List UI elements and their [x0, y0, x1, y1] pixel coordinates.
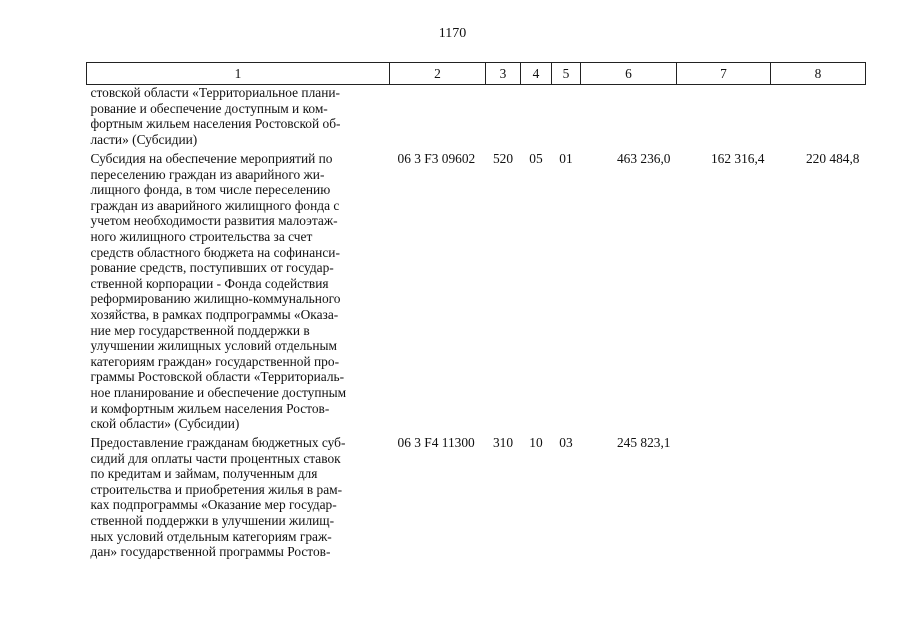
column-number: 5	[552, 63, 581, 85]
description-line: дан» государственной программы Ростов-	[90, 544, 331, 560]
budget-table	[86, 62, 866, 560]
column-number: 4	[521, 63, 552, 85]
target-code: 06 3 F4 11300	[397, 435, 475, 450]
expense-type: 520	[492, 151, 514, 166]
target-code	[390, 85, 486, 152]
description-line: ного жилищного строительства за счет	[90, 228, 313, 244]
column-number-row	[87, 63, 866, 85]
section: 10	[529, 435, 543, 450]
description-line: Субсидия на обеспечение мероприятий по	[90, 151, 333, 166]
subsection: 01	[559, 151, 573, 166]
section	[521, 85, 552, 152]
description-line: строительства и приобретения жилья в рам-	[90, 481, 343, 497]
amount-col7: 162 316,4	[710, 151, 765, 166]
description-line: хозяйства, в рамках подпрограммы «Оказа-	[90, 306, 339, 322]
description-line: ственной поддержки в улучшении жилищ-	[90, 512, 335, 528]
description-line: ственной корпорации - Фонда содействия	[90, 275, 329, 291]
description-line: фортным жильем населения Ростовской об-	[90, 116, 341, 132]
amount-col8	[771, 435, 866, 560]
row-description	[87, 151, 390, 435]
expense-type: 310	[492, 435, 514, 450]
amount-col7	[677, 435, 771, 560]
description-line: переселению граждан из аварийного жи-	[90, 166, 325, 182]
description-line: граммы Ростовской области «Территориаль-	[90, 369, 345, 385]
column-number: 2	[390, 63, 486, 85]
page-number: 1170	[438, 26, 467, 41]
subsection	[552, 85, 581, 152]
column-number: 8	[771, 63, 866, 85]
description-line: ных условий отдельным категориям граж-	[90, 528, 332, 544]
column-number: 1	[87, 63, 390, 85]
description-line: рование средств, поступивших от государ-	[90, 260, 334, 276]
description-line: категориям граждан» государственной про-	[90, 353, 340, 369]
description-line: ской области» (Субсидии)	[90, 416, 240, 432]
table-row	[87, 435, 866, 560]
description-line: по кредитам и займам, полученным для	[90, 466, 318, 482]
description-line: реформированию жилищно-коммунального	[90, 291, 341, 307]
amount-col7	[677, 85, 771, 152]
description-line: ках подпрограммы «Оказание мер государ-	[90, 497, 337, 513]
description-line: ное планирование и обеспечение доступным	[90, 384, 347, 400]
amount-col6: 463 236,0	[616, 151, 671, 166]
column-number: 3	[486, 63, 521, 85]
description-line: средств областного бюджета на софинанси-	[90, 244, 340, 260]
row-description	[87, 85, 390, 152]
description-line: лищного фонда, в том числе переселению	[90, 182, 331, 198]
description-line: сидий для оплаты части процентных ставок	[90, 450, 341, 466]
table-row	[87, 151, 866, 435]
target-code: 06 3 F3 09602	[397, 151, 476, 166]
column-number: 7	[677, 63, 771, 85]
description-line: граждан из аварийного жилищного фонда с	[90, 197, 340, 213]
column-number: 6	[581, 63, 677, 85]
description-line: ласти» (Субсидии)	[90, 131, 198, 147]
row-description	[87, 435, 390, 560]
description-line: рование и обеспечение доступным и ком-	[90, 100, 328, 116]
description-line: ние мер государственной поддержки в	[90, 322, 310, 338]
description-line: стовской области «Территориальное плани-	[90, 85, 340, 100]
description-line: Предоставление гражданам бюджетных суб-	[90, 435, 346, 450]
expense-type	[486, 85, 521, 152]
section: 05	[529, 151, 543, 166]
description-line: улучшении жилищных условий отдельным	[90, 338, 337, 354]
amount-col8	[771, 85, 866, 152]
amount-col8: 220 484,8	[805, 151, 860, 166]
amount-col6: 245 823,1	[616, 435, 671, 450]
table-row	[87, 85, 866, 152]
subsection: 03	[559, 435, 573, 450]
description-line: учетом необходимости развития малоэтаж-	[90, 213, 338, 229]
description-line: и комфортным жильем населения Ростов-	[90, 400, 330, 416]
amount-col6	[581, 85, 677, 152]
